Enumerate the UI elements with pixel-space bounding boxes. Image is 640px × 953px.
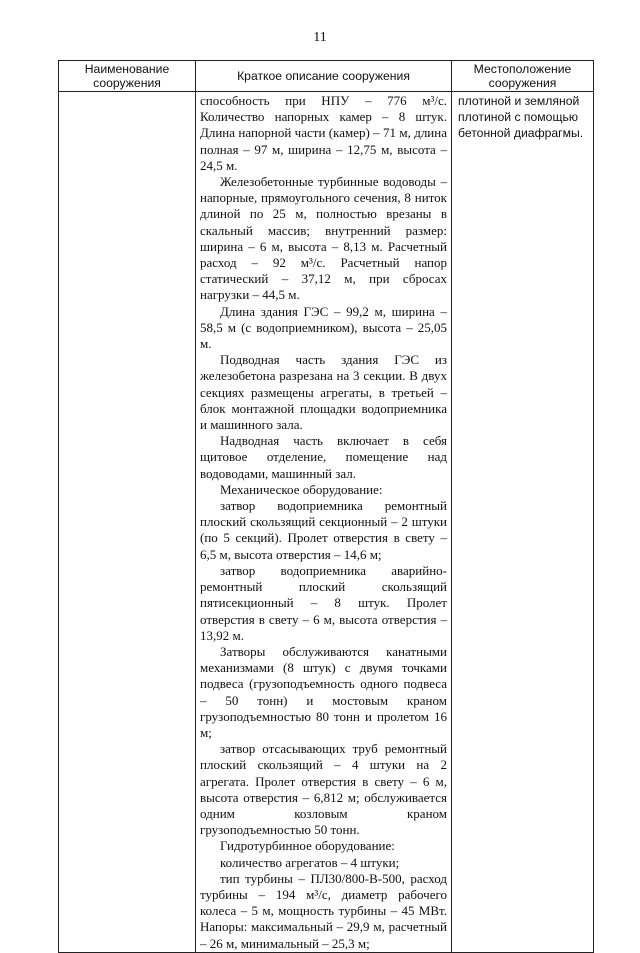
description-paragraph: затвор водоприемника аварийно-ремонтный плоский скользящий пятисекционный – 8 штук. Пролет отверстия в свету – 6 м, высота отверстия – 13,92 м. xyxy=(200,562,447,643)
description-paragraph: затвор водоприемника ремонтный плоский скользящий секционный – 2 штуки (по 5 секций). Пролет отверстия в свету – 6,5 м, высота отверстия – 14,6 м; xyxy=(200,498,447,562)
description-paragraph: количество агрегатов – 4 штуки; xyxy=(220,854,400,870)
page-number: 11 xyxy=(313,30,327,45)
table-header-row xyxy=(59,61,594,92)
description-paragraph: тип турбины – ПЛ30/800-В-500, расход турбины – 194 м³/с, диаметр рабочего колеса – 5 м, мощность турбины – 45 МВт. Напоры: максимальный – 29,9 м, расчетный – 26 м, минимальный – 25,3 м; xyxy=(200,870,447,951)
description-paragraph: Механическое оборудование: xyxy=(220,481,383,497)
cell-name xyxy=(59,92,196,953)
table-row xyxy=(59,92,594,953)
description-paragraph: Затворы обслуживаются канатными механизмами (8 штук) с двумя точками подвеса (грузоподъемность одного подвеса – 50 тонн) и мостовым краном грузоподъемностью 80 тонн и пролетом 16 м; xyxy=(200,643,447,740)
location-text: плотиной и земляной плотиной с помощью бетонной диафрагмы. xyxy=(458,94,584,141)
cell-location xyxy=(452,92,594,953)
description-paragraph: способность при НПУ – 776 м³/с. Количество напорных камер – 8 штук. Длина напорной части (камер) – 71 м, длина полная – 97 м, ширина – 12,75 м, высота – 24,5 м. xyxy=(200,93,447,173)
structures-table xyxy=(58,60,594,953)
description-paragraph: Подводная часть здания ГЭС из железобетона разрезана на 3 секции. В двух секциях размещены агрегаты, в третьей – блок монтажной площадки водоприемника и машинного зала. xyxy=(200,352,447,433)
header-name: Наименование сооружения xyxy=(59,61,196,92)
description-paragraph: Длина здания ГЭС – 99,2 м, ширина – 58,5 м (с водоприемником), высота – 25,05 м. xyxy=(200,303,447,352)
cell-description xyxy=(196,92,452,953)
description-paragraph: Железобетонные турбинные водоводы – напорные, прямоугольного сечения, 8 ниток длиной по 25 м, полностью врезаны в скальный массив; внутренний размер: ширина – 6 м, высота – 8,13 м. Расчетный расход – 92 м³/с. Расчетный напор статический – 37,12 м, при сбросах нагрузки – 44,5 м. xyxy=(200,174,447,303)
description-text xyxy=(196,92,451,952)
description-paragraph: Надводная часть включает в себя щитовое отделение, помещение над водоводами, машинный зал. xyxy=(200,433,447,481)
header-description: Краткое описание сооружения xyxy=(196,61,452,92)
description-paragraph: Гидротурбинное оборудование: xyxy=(220,838,395,854)
description-paragraph: затвор отсасывающих труб ремонтный плоский скользящий – 4 штуки на 2 агрегата. Пролет отверстия в свету – 6 м, высота отверстия – 6,812 м; обслуживается одним козловым краном грузоподъемностью 50 тонн. xyxy=(200,741,447,838)
header-location: Местоположение сооружения xyxy=(452,61,594,92)
